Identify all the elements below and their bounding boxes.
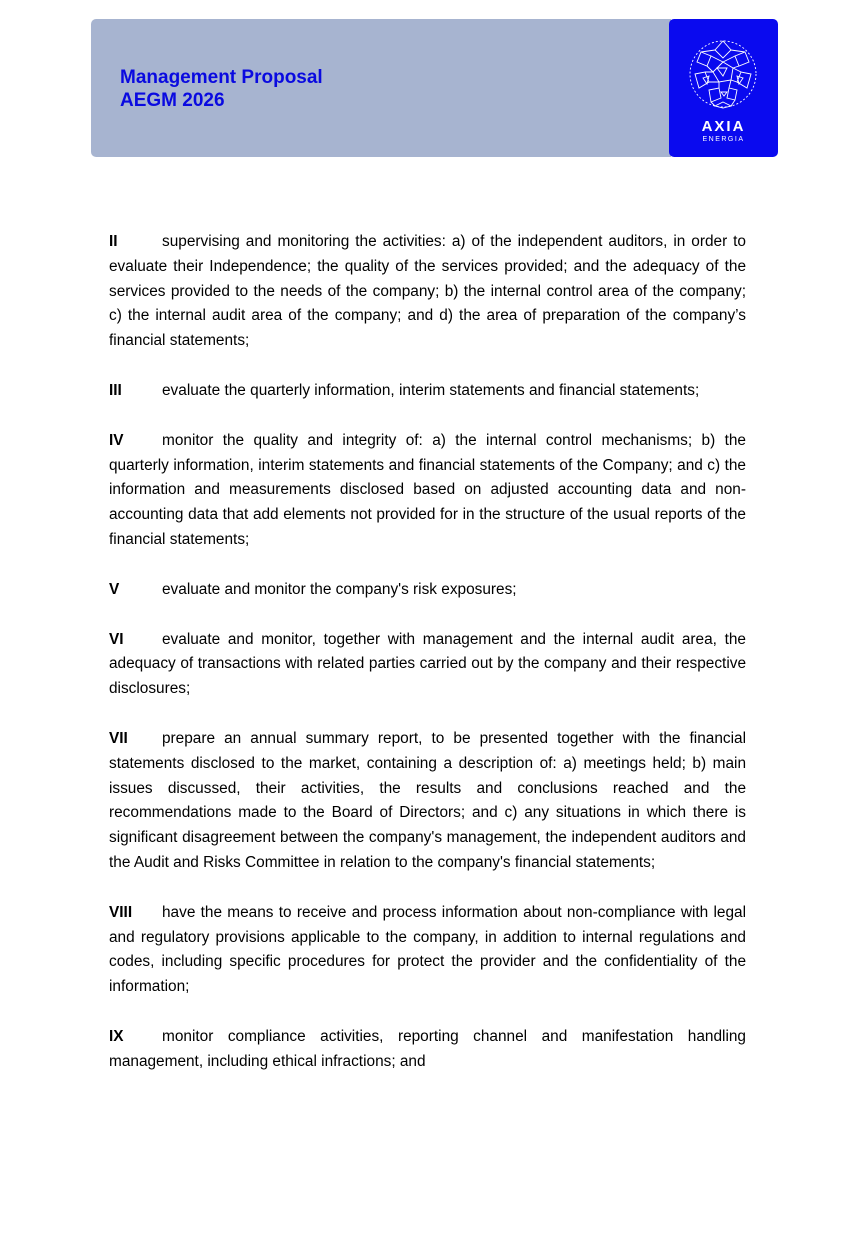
clause-text: evaluate and monitor the company's risk exposures; [162, 580, 517, 598]
clause-number: IX [109, 1027, 124, 1045]
title-line-1: Management Proposal [120, 67, 323, 88]
logo-subtitle: ENERGIA [702, 136, 745, 143]
clause-text: evaluate and monitor, together with management and the internal audit area, the adequacy of transactions with related parties carried out by the company and their respective disclosures; [109, 630, 746, 698]
clause-number: VIII [109, 903, 133, 921]
clause-iii [109, 379, 746, 404]
document-body [109, 230, 746, 1100]
company-logo [669, 19, 778, 157]
title-line-2: AEGM 2026 [120, 90, 225, 111]
clause-text: evaluate the quarterly information, interim statements and financial statements; [162, 381, 700, 399]
clause-number: VII [109, 729, 128, 747]
clause-text: monitor the quality and integrity of: a) the internal control mechanisms; b) the quarterly information, interim statements and financial statements of the Company; and c) the information and measurements disclosed based on adjusted accounting data and non-accounting data that add elements not provided for in the structure of the usual reports of the financial statements; [109, 431, 746, 548]
page-title [120, 66, 323, 112]
clause-viii [109, 901, 746, 1000]
clause-number: III [109, 381, 122, 399]
logo-name: AXIA [701, 118, 746, 135]
clause-text: supervising and monitoring the activities: a) of the independent auditors, in order to evaluate their Independence; the quality of the services provided; and the adequacy of the services provided to the needs of the company; b) the internal control area of the company; c) the internal audit area of the company; and d) the area of preparation of the company’s financial statements; [109, 233, 746, 350]
clause-iv [109, 429, 746, 553]
globe-icon [687, 38, 759, 110]
clause-number: VI [109, 630, 124, 648]
clause-v [109, 578, 746, 603]
clause-vi [109, 628, 746, 702]
clause-ii [109, 230, 746, 354]
clause-text: prepare an annual summary report, to be presented together with the financial statements disclosed to the market, containing a description of: a) meetings held; b) main issues discussed, their activities, the results and conclusions reached and the recommendations made to the Board of Directors; and c) any situations in which there is significant disagreement between the company's management, the independent auditors and the Audit and Risks Committee in relation to the company's financial statements; [109, 729, 746, 871]
clause-text: have the means to receive and process information about non-compliance with legal and regulatory provisions applicable to the company, in addition to internal regulations and codes, including specific procedures for protect the provider and the confidentiality of the information; [109, 903, 746, 996]
clause-text: monitor compliance activities, reporting channel and manifestation handling management, including ethical infractions; and [109, 1027, 746, 1070]
clause-number: V [109, 580, 120, 598]
clause-number: IV [109, 431, 124, 449]
clause-ix [109, 1025, 746, 1075]
clause-vii [109, 727, 746, 876]
clause-number: II [109, 233, 118, 250]
